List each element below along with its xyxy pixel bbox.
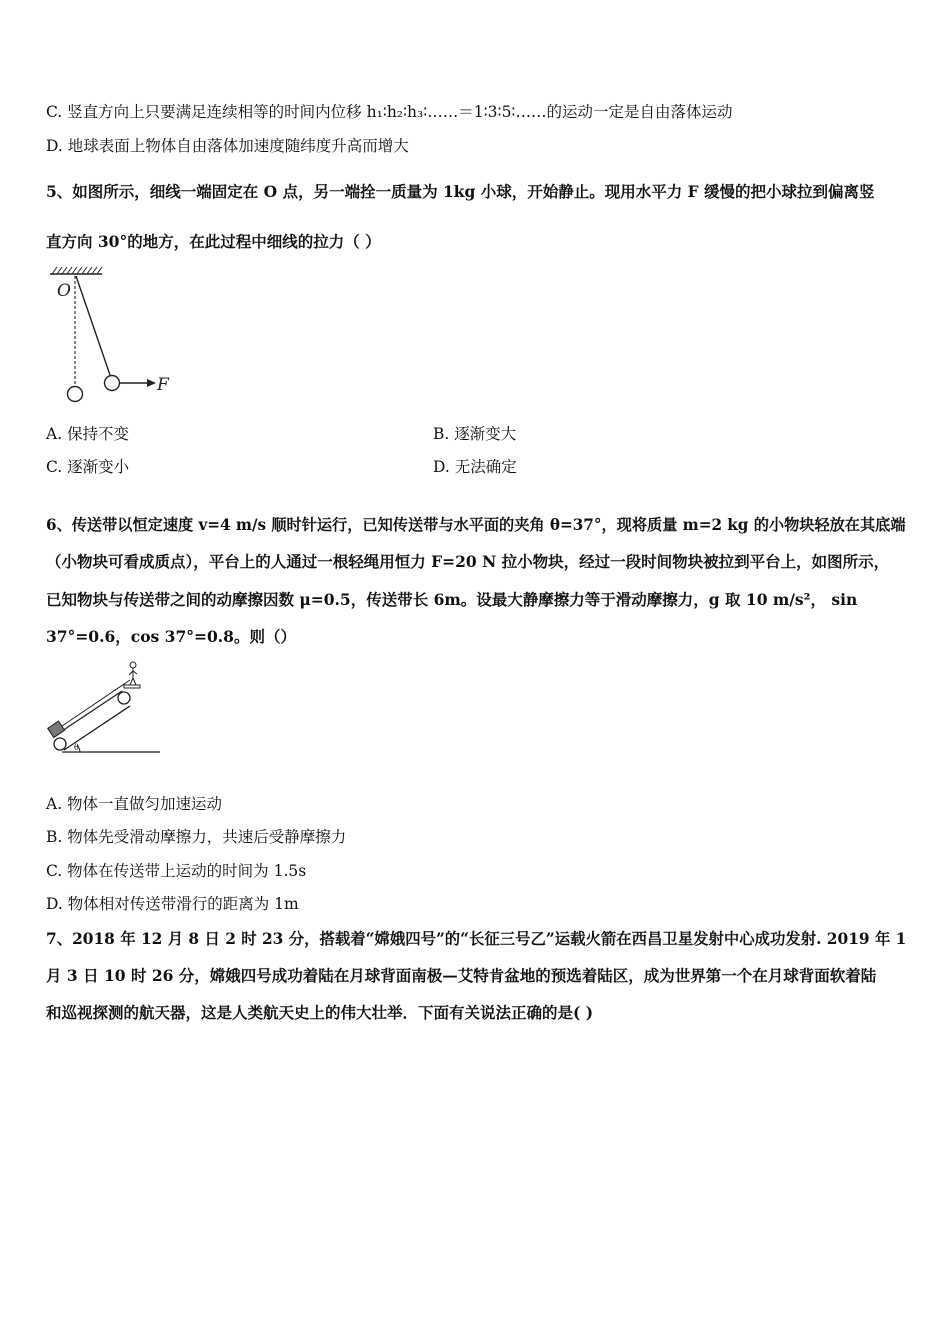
q5-stem-line-1: 5、如图所示，细线一端固定在 O 点，另一端拴一质量为 1kg 小球，开始静止。现用水平力 F 缓慢的把小球拉到偏离竖 <box>46 182 875 201</box>
q7-stem-line-1: 7、2018 年 12 月 8 日 2 时 23 分，搭载着“嫦娥四号”的“长征三号乙”运载火箭在西昌卫星发射中心成功发射. 2019 年 1 <box>46 929 907 948</box>
q6-option-b: B. 物体先受滑动摩擦力，共速后受静摩擦力 <box>46 828 347 846</box>
q5-force-f-label: F <box>157 375 169 395</box>
q7-stem-line-3: 和巡视探测的航天器，这是人类航天史上的伟大壮举．下面有关说法正确的是( ) <box>46 1003 594 1022</box>
q5-option-b: B. 逐渐变大 <box>433 425 517 443</box>
q6-option-c: C. 物体在传送带上运动的时间为 1.5s <box>46 862 307 880</box>
q6-stem-line-4: 37°=0.6，cos 37°=0.8。则（） <box>46 627 296 646</box>
q5-pendulum-figure <box>44 262 184 408</box>
q6-option-d: D. 物体相对传送带滑行的距离为 1m <box>46 895 299 913</box>
q4-option-c: C. 竖直方向上只要满足连续相等的时间内位移 h₁∶h₂∶h₃∶……＝1∶3∶5∶……的运动一定是自由落体运动 <box>46 103 733 121</box>
q6-conveyor-figure <box>44 658 164 758</box>
q6-stem-line-1: 6、传送带以恒定速度 v=4 m/s 顺时针运行，已知传送带与水平面的夹角 θ=37°，现将质量 m=2 kg 的小物块轻放在其底端 <box>46 515 906 534</box>
q5-stem-line-2: 直方向 30°的地方，在此过程中细线的拉力（ ） <box>46 232 381 251</box>
q5-option-d: D. 无法确定 <box>433 458 517 476</box>
q4-option-d: D. 地球表面上物体自由落体加速度随纬度升高而增大 <box>46 137 409 155</box>
q6-option-a: A. 物体一直做匀加速运动 <box>46 795 223 813</box>
q5-option-a: A. 保持不变 <box>46 425 130 443</box>
q5-option-c: C. 逐渐变小 <box>46 458 130 476</box>
q6-stem-line-3: 已知物块与传送带之间的动摩擦因数 μ=0.5，传送带长 6m。设最大静摩擦力等于滑动摩擦力，g 取 10 m/s²， sin <box>46 590 858 609</box>
q5-point-o-label: O <box>57 281 71 301</box>
q6-stem-line-2: （小物块可看成质点），平台上的人通过一根轻绳用恒力 F=20 N 拉小物块，经过一段时间物块被拉到平台上，如图所示， <box>46 552 890 571</box>
q7-stem-line-2: 月 3 日 10 时 26 分，嫦娥四号成功着陆在月球背面南极—艾特肯盆地的预选着陆区，成为世界第一个在月球背面软着陆 <box>46 966 877 985</box>
q6-angle-label: θ <box>74 743 79 752</box>
